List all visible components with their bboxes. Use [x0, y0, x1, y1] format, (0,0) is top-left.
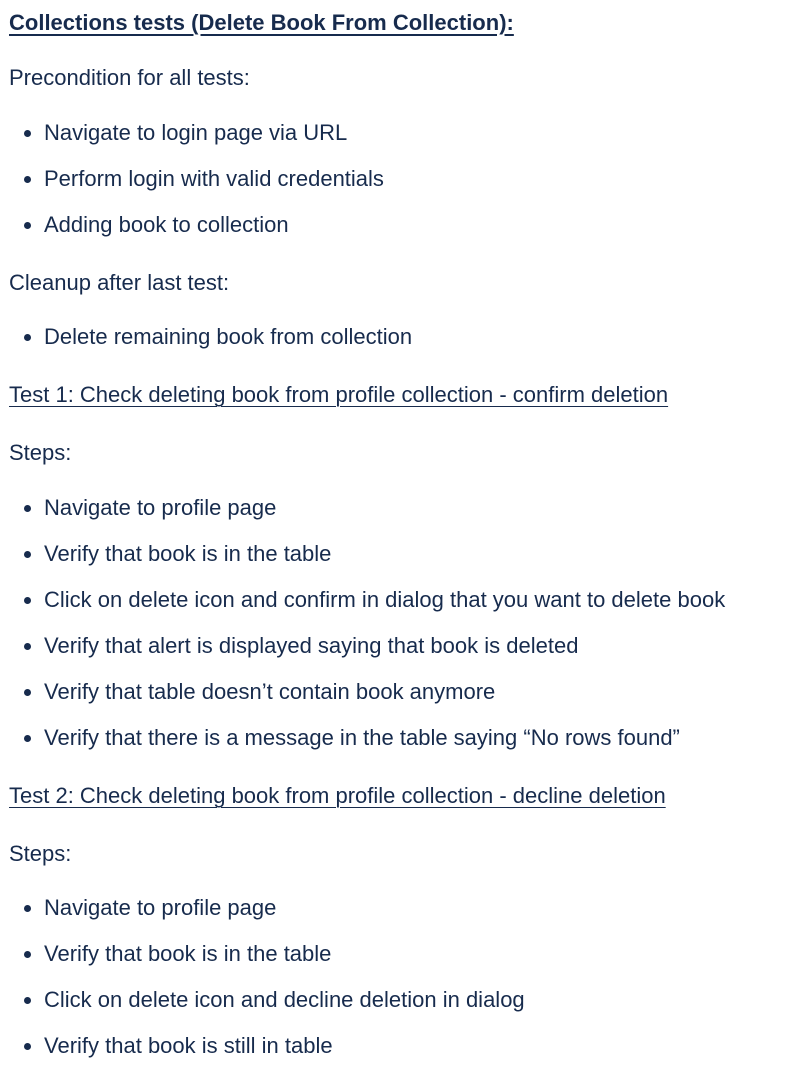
list-item: Perform login with valid credentials	[0, 165, 384, 193]
test-2-title: Test 2: Check deleting book from profile collection - decline deletion	[9, 783, 666, 808]
list-item: Navigate to profile page	[0, 894, 525, 922]
bullet-icon	[24, 334, 31, 341]
list-item: Verify that book is in the table	[0, 540, 725, 568]
list-item: Adding book to collection	[0, 211, 384, 239]
bullet-icon	[24, 905, 31, 912]
list-item: Navigate to profile page	[0, 494, 725, 522]
bullet-icon	[24, 176, 31, 183]
bullet-icon	[24, 505, 31, 512]
test-1-steps-label: Steps:	[9, 440, 72, 465]
precondition-label: Precondition for all tests:	[9, 65, 250, 90]
bullet-icon	[24, 951, 31, 958]
bullet-icon	[24, 222, 31, 229]
cleanup-list	[0, 323, 412, 351]
bullet-icon	[24, 130, 31, 137]
list-item: Verify that there is a message in the table saying “No rows found”	[0, 724, 725, 752]
bullet-icon	[24, 689, 31, 696]
test-1-steps-list	[0, 494, 725, 752]
cleanup-label: Cleanup after last test:	[9, 270, 230, 295]
bullet-icon	[24, 1043, 31, 1050]
test-1-title: Test 1: Check deleting book from profile collection - confirm deletion	[9, 382, 669, 407]
precondition-list	[0, 119, 384, 239]
list-item: Verify that table doesn’t contain book anymore	[0, 678, 725, 706]
bullet-icon	[24, 551, 31, 558]
list-item: Delete remaining book from collection	[0, 323, 412, 351]
test-2-steps-label: Steps:	[9, 841, 72, 866]
test-2-steps-list	[0, 894, 525, 1060]
list-item: Navigate to login page via URL	[0, 119, 384, 147]
bullet-icon	[24, 597, 31, 604]
list-item: Verify that book is still in table	[0, 1032, 525, 1060]
list-item: Click on delete icon and decline deletion in dialog	[0, 986, 525, 1014]
list-item: Click on delete icon and confirm in dialog that you want to delete book	[0, 586, 725, 614]
bullet-icon	[24, 735, 31, 742]
bullet-icon	[24, 997, 31, 1004]
bullet-icon	[24, 643, 31, 650]
list-item: Verify that book is in the table	[0, 940, 525, 968]
page-title: Collections tests (Delete Book From Collection):	[9, 10, 514, 35]
list-item: Verify that alert is displayed saying that book is deleted	[0, 632, 725, 660]
